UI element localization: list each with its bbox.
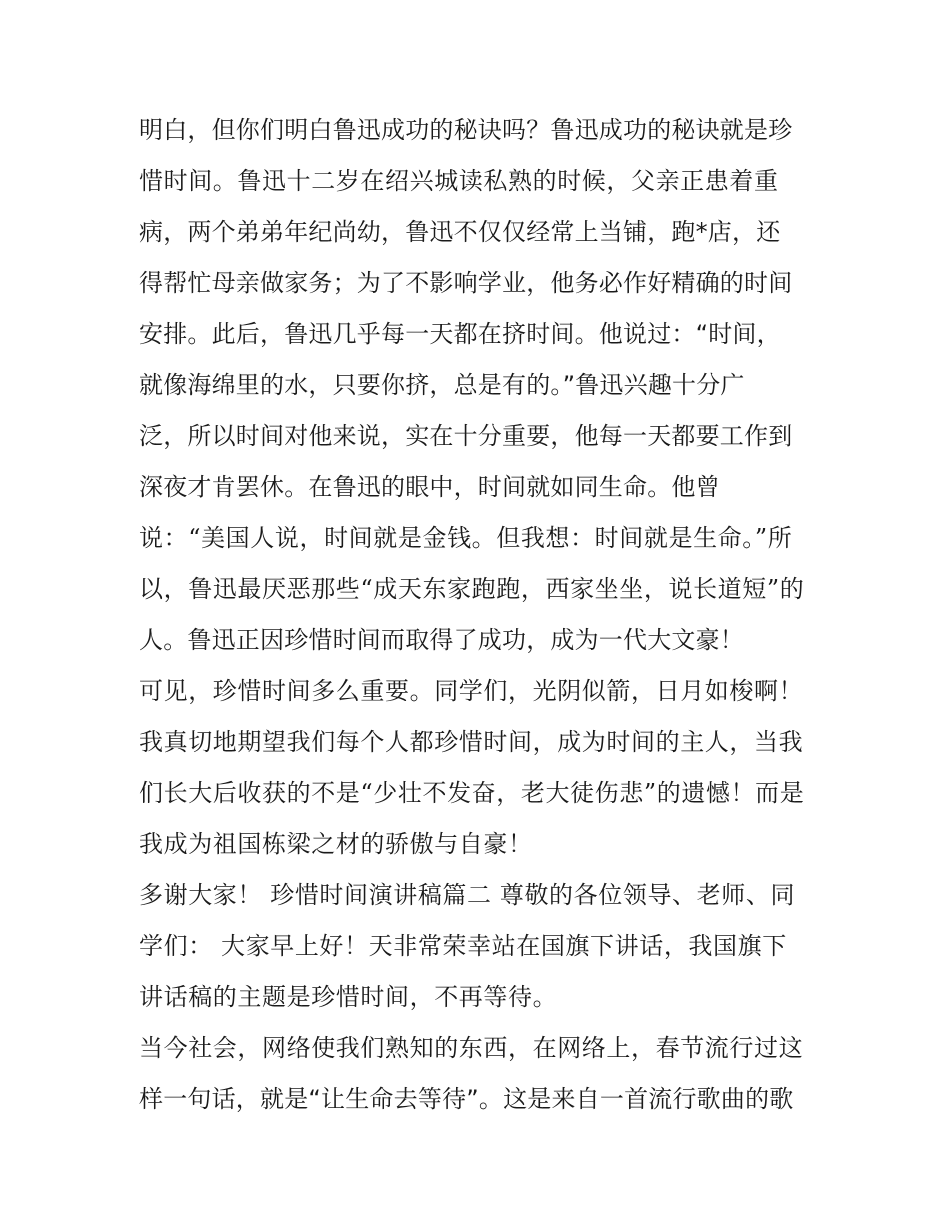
text-line: 病，两个弟弟年纪尚幼，鲁迅不仅仅经常上当铺，跑*店，还 — [139, 218, 781, 246]
text-line: 当今社会，网络使我们熟知的东西，在网络上，春节流行过这 — [139, 1034, 804, 1062]
text-line: 学们： 大家早上好！天非常荣幸站在国旗下讲话，我国旗下 — [139, 932, 787, 960]
text-line: 人。鲁迅正因珍惜时间而取得了成功，成为一代大文豪！ — [139, 626, 744, 654]
text-line: 深夜才肯罢休。在鲁迅的眼中，时间就如同生命。他曾 — [139, 473, 720, 501]
text-line: 就像海绵里的水，只要你挤，总是有的。”鲁迅兴趣十分广 — [139, 371, 745, 399]
text-line: 多谢大家！ 珍惜时间演讲稿篇二 尊敬的各位领导、老师、同 — [139, 881, 796, 909]
text-line: 得帮忙母亲做家务；为了不影响学业，他务必作好精确的时间 — [139, 269, 793, 297]
text-line: 明白，但你们明白鲁迅成功的秘诀吗？鲁迅成功的秘诀就是珍 — [139, 116, 793, 144]
text-line: 可见，珍惜时间多么重要。同学们，光阴似箭，日月如梭啊！ — [139, 677, 804, 705]
text-line: 说：“美国人说，时间就是金钱。但我想：时间就是生命。”所 — [139, 524, 793, 552]
text-line: 们长大后收获的不是“少壮不发奋，老大徒伤悲”的遗憾！而是 — [139, 779, 805, 807]
text-line: 泛，所以时间对他来说，实在十分重要，他每一天都要工作到 — [139, 422, 793, 450]
text-line: 我成为祖国栋梁之材的骄傲与自豪！ — [139, 830, 533, 858]
text-line: 以，鲁迅最厌恶那些“成天东家跑跑，西家坐坐，说长道短”的 — [139, 575, 805, 603]
text-line: 我真切地期望我们每个人都珍惜时间，成为时间的主人，当我 — [139, 728, 804, 756]
text-line: 安排。此后，鲁迅几乎每一天都在挤时间。他说过：“时间， — [139, 320, 781, 348]
text-line: 讲话稿的主题是珍惜时间，不再等待。 — [139, 983, 558, 1011]
text-line: 样一句话，就是“让生命去等待”。这是来自一首流行歌曲的歌 — [139, 1085, 794, 1113]
body-text — [139, 105, 819, 1125]
text-line: 惜时间。鲁迅十二岁在绍兴城读私熟的时候，父亲正患着重 — [139, 167, 779, 195]
